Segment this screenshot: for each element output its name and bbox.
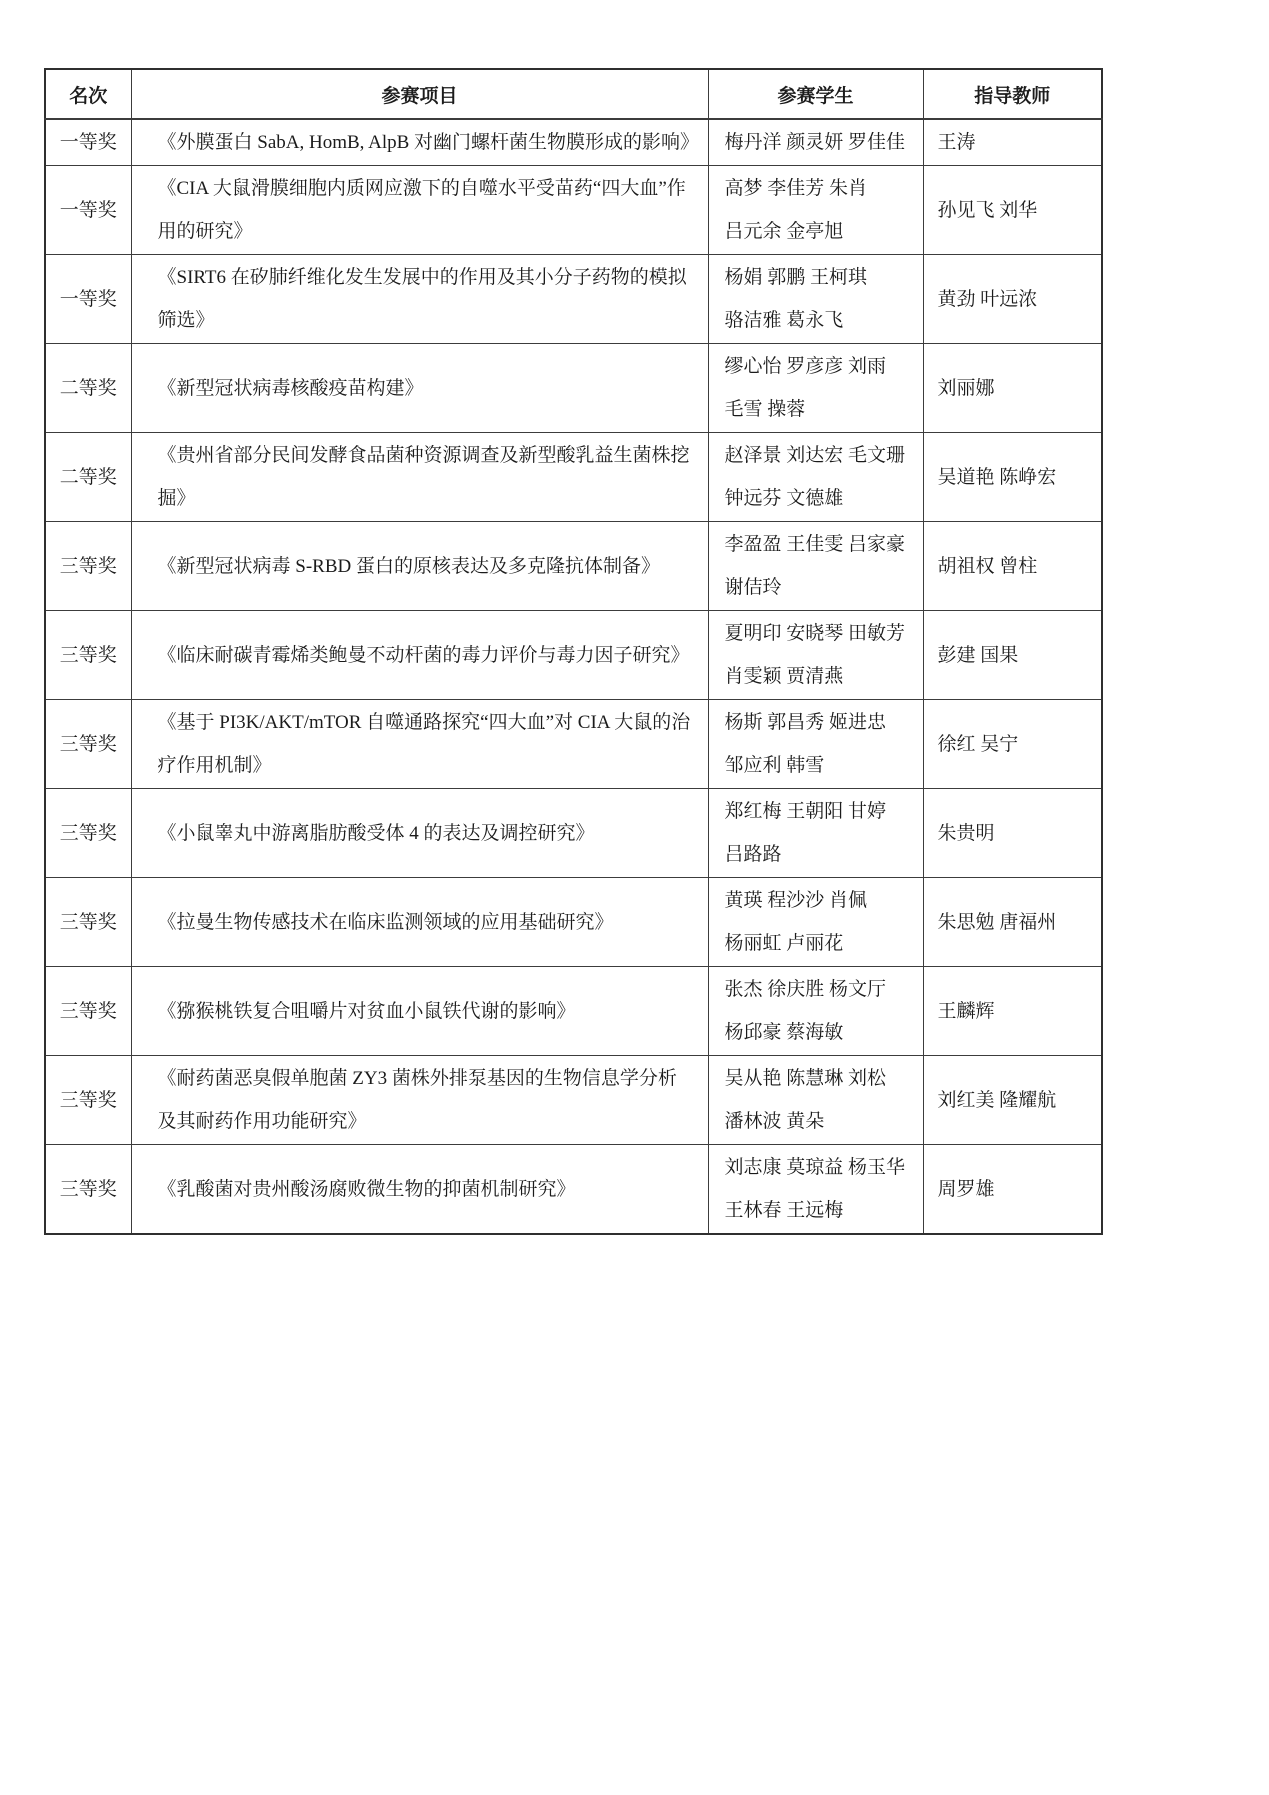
table-row [45,878,1102,967]
teachers-cell: 彭建 国果 [923,611,1102,700]
project-cell: 《外膜蛋白 SabA, HomB, AlpB 对幽门螺杆菌生物膜形成的影响》 [131,119,708,166]
rank-cell: 三等奖 [45,522,131,611]
students-line: 杨邱豪 蔡海敏 [724,1022,844,1043]
teachers-cell: 朱思勉 唐福州 [923,878,1102,967]
teachers-cell: 胡祖权 曾柱 [923,522,1102,611]
project-cell: 《小鼠睾丸中游离脂肪酸受体 4 的表达及调控研究》 [131,789,708,878]
students-line: 邹应利 韩雪 [724,755,825,776]
teachers-cell: 黄劲 叶远浓 [923,255,1102,344]
students-line: 夏明印 安晓琴 田敏芳 [724,623,906,644]
students-line: 王林春 王远梅 [724,1200,844,1221]
students-cell [708,700,923,789]
teachers-cell: 王麟辉 [923,967,1102,1056]
teachers-cell: 孙见飞 刘华 [923,166,1102,255]
students-cell [708,344,923,433]
students-line: 潘林波 黄朵 [724,1111,825,1132]
table-row [45,1056,1102,1145]
project-cell: 《新型冠状病毒 S-RBD 蛋白的原核表达及多克隆抗体制备》 [131,522,708,611]
project-cell: 《猕猴桃铁复合咀嚼片对贫血小鼠铁代谢的影响》 [131,967,708,1056]
rank-cell: 一等奖 [45,255,131,344]
table-row [45,967,1102,1056]
students-line: 肖雯颖 贾清燕 [724,666,844,687]
rank-cell: 二等奖 [45,433,131,522]
students-cell [708,967,923,1056]
students-line: 缪心怡 罗彦彦 刘雨 [724,356,887,377]
teachers-cell: 吴道艳 陈峥宏 [923,433,1102,522]
students-cell [708,789,923,878]
students-cell [708,166,923,255]
students-line: 李盈盈 王佳雯 吕家豪 [724,534,906,555]
students-line: 高梦 李佳芳 朱肖 [724,178,868,199]
project-cell: 《临床耐碳青霉烯类鲍曼不动杆菌的毒力评价与毒力因子研究》 [131,611,708,700]
table-row [45,789,1102,878]
teachers-cell: 朱贵明 [923,789,1102,878]
project-cell: 《耐药菌恶臭假单胞菌 ZY3 菌株外排泵基因的生物信息学分析及其耐药作用功能研究》 [131,1056,708,1145]
project-cell: 《基于 PI3K/AKT/mTOR 自噬通路探究“四大血”对 CIA 大鼠的治疗作用机制》 [131,700,708,789]
header-cell: 名次 [45,69,131,119]
students-line: 赵泽景 刘达宏 毛文珊 [724,445,906,466]
teachers-cell: 徐红 吴宁 [923,700,1102,789]
rank-cell: 二等奖 [45,344,131,433]
rank-cell: 三等奖 [45,789,131,878]
students-cell [708,1145,923,1235]
table-row [45,1145,1102,1235]
teachers-cell: 周罗雄 [923,1145,1102,1235]
students-line: 梅丹洋 颜灵妍 罗佳佳 [724,132,906,153]
rank-cell: 三等奖 [45,967,131,1056]
students-line: 骆洁雅 葛永飞 [724,310,844,331]
teachers-cell: 王涛 [923,119,1102,166]
table-row [45,611,1102,700]
table-row [45,255,1102,344]
teachers-cell: 刘红美 隆耀航 [923,1056,1102,1145]
header-cell: 指导教师 [923,69,1102,119]
students-line: 吴从艳 陈慧琳 刘松 [724,1068,887,1089]
rank-cell: 三等奖 [45,1145,131,1235]
table-row [45,344,1102,433]
header-cell: 参赛学生 [708,69,923,119]
students-cell [708,433,923,522]
rank-cell: 三等奖 [45,1056,131,1145]
project-cell: 《贵州省部分民间发酵食品菌种资源调查及新型酸乳益生菌株挖掘》 [131,433,708,522]
students-line: 钟远芬 文德雄 [724,488,844,509]
students-line: 杨娟 郭鹏 王柯琪 [724,267,868,288]
students-line: 毛雪 操蓉 [724,399,806,420]
students-line: 吕元余 金亭旭 [724,221,844,242]
table-row [45,166,1102,255]
students-cell [708,1056,923,1145]
students-cell [708,878,923,967]
students-cell [708,611,923,700]
students-cell [708,119,923,166]
table-row [45,433,1102,522]
rank-cell: 三等奖 [45,700,131,789]
rank-cell: 三等奖 [45,878,131,967]
teachers-cell: 刘丽娜 [923,344,1102,433]
rank-cell: 一等奖 [45,119,131,166]
students-line: 郑红梅 王朝阳 甘婷 [724,801,887,822]
rank-cell: 一等奖 [45,166,131,255]
table-row [45,119,1102,166]
award-table [44,68,1103,1235]
project-cell: 《拉曼生物传感技术在临床监测领域的应用基础研究》 [131,878,708,967]
table-header-row [45,69,1102,119]
table-body [45,119,1102,1234]
project-cell: 《CIA 大鼠滑膜细胞内质网应激下的自噬水平受苗药“四大血”作用的研究》 [131,166,708,255]
project-cell: 《乳酸菌对贵州酸汤腐败微生物的抑菌机制研究》 [131,1145,708,1235]
students-line: 张杰 徐庆胜 杨文厅 [724,979,887,1000]
table-row [45,700,1102,789]
project-cell: 《SIRT6 在矽肺纤维化发生发展中的作用及其小分子药物的模拟筛选》 [131,255,708,344]
students-line: 谢佶玲 [724,577,782,598]
students-line: 杨斯 郭昌秀 姬进忠 [724,712,887,733]
project-cell: 《新型冠状病毒核酸疫苗构建》 [131,344,708,433]
students-cell [708,255,923,344]
students-line: 刘志康 莫琼益 杨玉华 [724,1157,906,1178]
students-line: 杨丽虹 卢丽花 [724,933,844,954]
rank-cell: 三等奖 [45,611,131,700]
students-cell [708,522,923,611]
students-line: 吕路路 [724,844,782,865]
table-row [45,522,1102,611]
students-line: 黄瑛 程沙沙 肖佩 [724,890,868,911]
header-cell: 参赛项目 [131,69,708,119]
